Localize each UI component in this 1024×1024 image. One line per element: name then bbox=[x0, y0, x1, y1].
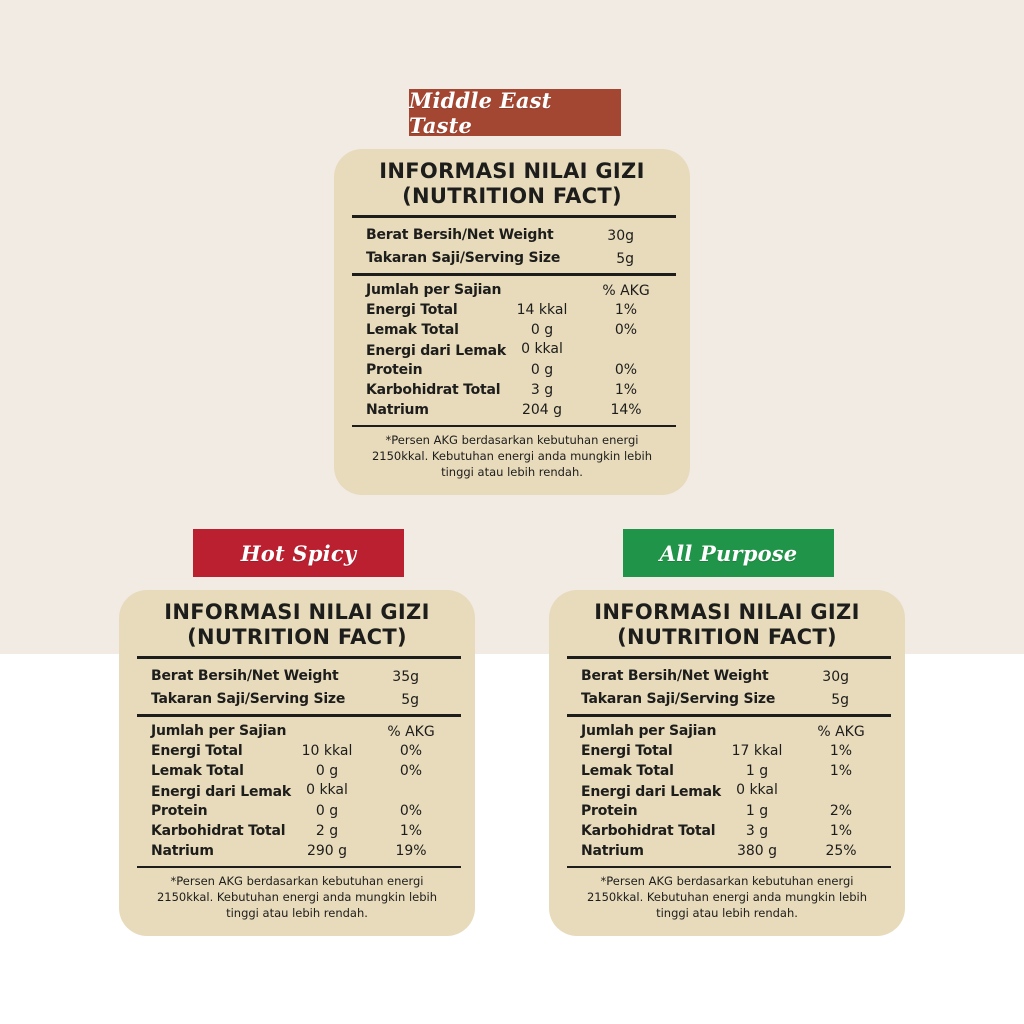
carb-total-akg: 1% bbox=[399, 823, 423, 839]
sodium-akg: 25% bbox=[825, 843, 857, 859]
card-title-line1: INFORMASI NILAI GIZI bbox=[379, 159, 645, 183]
net-weight-label: Berat Bersih/Net Weight bbox=[366, 227, 554, 243]
net-weight-label: Berat Bersih/Net Weight bbox=[151, 668, 339, 684]
serving-size-value: 5g bbox=[401, 692, 419, 708]
sodium-label: Natrium bbox=[151, 843, 214, 859]
protein-akg: 0% bbox=[399, 803, 423, 819]
net-weight-value: 30g bbox=[822, 669, 849, 685]
energy-total-amount: 17 kkal bbox=[731, 743, 783, 759]
card-title-line2: (NUTRITION FACT) bbox=[402, 184, 622, 208]
divider bbox=[567, 714, 891, 717]
divider bbox=[567, 656, 891, 659]
protein-akg: 2% bbox=[829, 803, 853, 819]
fat-total-amount: 0 g bbox=[530, 322, 554, 338]
card-title-line2: (NUTRITION FACT) bbox=[617, 625, 837, 649]
divider bbox=[352, 425, 676, 427]
nutrition-card-hot bbox=[119, 590, 475, 936]
sodium-akg: 14% bbox=[610, 402, 642, 418]
carb-total-amount: 3 g bbox=[530, 382, 554, 398]
energy-from-fat-amount: 0 kkal bbox=[736, 782, 778, 798]
energy-total-label: Energi Total bbox=[366, 302, 458, 318]
tag-middle-east-taste: Middle East Taste bbox=[409, 89, 621, 136]
fat-total-label: Lemak Total bbox=[581, 763, 674, 779]
sodium-akg: 19% bbox=[395, 843, 427, 859]
per-serving-label: Jumlah per Sajian bbox=[366, 282, 502, 298]
fat-total-amount: 1 g bbox=[745, 763, 769, 779]
carb-total-akg: 1% bbox=[829, 823, 853, 839]
card-title-line2: (NUTRITION FACT) bbox=[187, 625, 407, 649]
net-weight-label: Berat Bersih/Net Weight bbox=[581, 668, 769, 684]
protein-amount: 0 g bbox=[530, 362, 554, 378]
footnote: *Persen AKG berdasarkan kebutuhan energi 2150kkal. Kebutuhan energi anda mungkin lebih tinggi atau lebih rendah. bbox=[156, 874, 438, 920]
serving-size-label: Takaran Saji/Serving Size bbox=[581, 691, 776, 707]
akg-header: % AKG bbox=[602, 283, 650, 299]
energy-total-label: Energi Total bbox=[151, 743, 243, 759]
protein-label: Protein bbox=[581, 803, 638, 819]
akg-header: % AKG bbox=[817, 724, 865, 740]
energy-total-amount: 10 kkal bbox=[301, 743, 353, 759]
divider bbox=[137, 656, 461, 659]
carb-total-amount: 2 g bbox=[315, 823, 339, 839]
card-title-line1: INFORMASI NILAI GIZI bbox=[594, 600, 860, 624]
sodium-label: Natrium bbox=[581, 843, 644, 859]
fat-total-akg: 0% bbox=[614, 322, 638, 338]
fat-total-akg: 0% bbox=[399, 763, 423, 779]
divider bbox=[137, 714, 461, 717]
serving-size-value: 5g bbox=[616, 251, 634, 267]
protein-label: Protein bbox=[366, 362, 423, 378]
carb-total-label: Karbohidrat Total bbox=[366, 382, 501, 398]
sodium-amount: 204 g bbox=[521, 402, 563, 418]
fat-total-label: Lemak Total bbox=[151, 763, 244, 779]
carb-total-label: Karbohidrat Total bbox=[581, 823, 716, 839]
protein-amount: 0 g bbox=[315, 803, 339, 819]
fat-total-akg: 1% bbox=[829, 763, 853, 779]
fat-total-amount: 0 g bbox=[315, 763, 339, 779]
energy-total-akg: 1% bbox=[829, 743, 853, 759]
energy-from-fat-label: Energi dari Lemak bbox=[151, 784, 292, 800]
footnote: *Persen AKG berdasarkan kebutuhan energi 2150kkal. Kebutuhan energi anda mungkin lebih tinggi atau lebih rendah. bbox=[371, 433, 653, 479]
fat-total-label: Lemak Total bbox=[366, 322, 459, 338]
energy-total-amount: 14 kkal bbox=[516, 302, 568, 318]
energy-from-fat-label: Energi dari Lemak bbox=[581, 784, 722, 800]
nutrition-card-middle bbox=[334, 149, 690, 495]
sodium-label: Natrium bbox=[366, 402, 429, 418]
sodium-amount: 290 g bbox=[306, 843, 348, 859]
energy-total-label: Energi Total bbox=[581, 743, 673, 759]
protein-amount: 1 g bbox=[745, 803, 769, 819]
nutrition-card-all bbox=[549, 590, 905, 936]
serving-size-value: 5g bbox=[831, 692, 849, 708]
serving-size-label: Takaran Saji/Serving Size bbox=[151, 691, 346, 707]
protein-label: Protein bbox=[151, 803, 208, 819]
carb-total-akg: 1% bbox=[614, 382, 638, 398]
net-weight-value: 35g bbox=[392, 669, 419, 685]
serving-size-label: Takaran Saji/Serving Size bbox=[366, 250, 561, 266]
divider bbox=[352, 273, 676, 276]
energy-total-akg: 1% bbox=[614, 302, 638, 318]
energy-total-akg: 0% bbox=[399, 743, 423, 759]
carb-total-label: Karbohidrat Total bbox=[151, 823, 286, 839]
energy-from-fat-amount: 0 kkal bbox=[306, 782, 348, 798]
tag-hot-spicy: Hot Spicy bbox=[193, 529, 404, 577]
card-title-line1: INFORMASI NILAI GIZI bbox=[164, 600, 430, 624]
divider bbox=[137, 866, 461, 868]
divider bbox=[352, 215, 676, 218]
tag-all-purpose: All Purpose bbox=[623, 529, 834, 577]
energy-from-fat-label: Energi dari Lemak bbox=[366, 343, 507, 359]
per-serving-label: Jumlah per Sajian bbox=[151, 723, 287, 739]
footnote: *Persen AKG berdasarkan kebutuhan energi 2150kkal. Kebutuhan energi anda mungkin lebih tinggi atau lebih rendah. bbox=[586, 874, 868, 920]
protein-akg: 0% bbox=[614, 362, 638, 378]
net-weight-value: 30g bbox=[607, 228, 634, 244]
sodium-amount: 380 g bbox=[736, 843, 778, 859]
carb-total-amount: 3 g bbox=[745, 823, 769, 839]
akg-header: % AKG bbox=[387, 724, 435, 740]
per-serving-label: Jumlah per Sajian bbox=[581, 723, 717, 739]
energy-from-fat-amount: 0 kkal bbox=[521, 341, 563, 357]
divider bbox=[567, 866, 891, 868]
